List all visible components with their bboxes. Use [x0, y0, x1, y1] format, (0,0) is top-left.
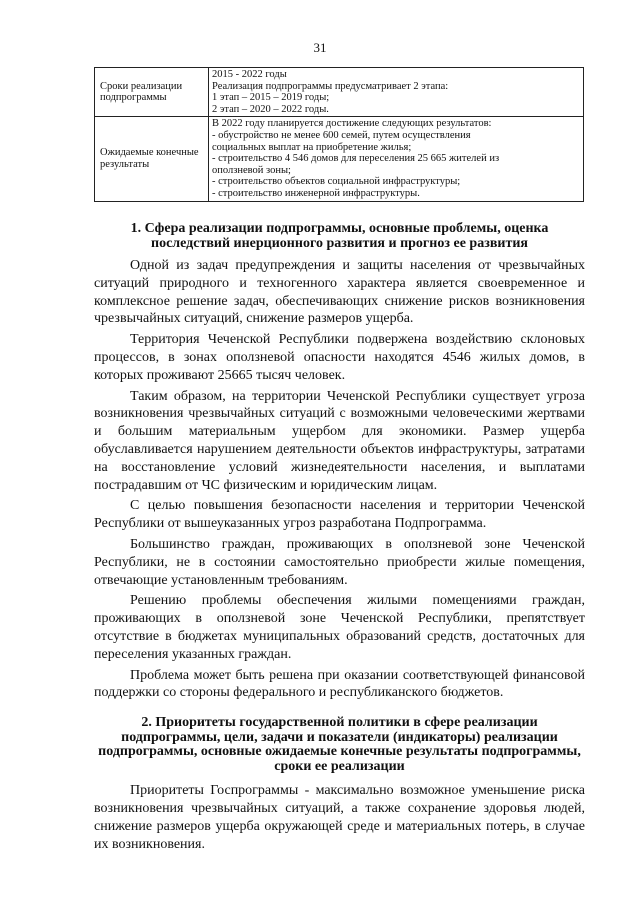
table-value-line: - строительство инженерной инфраструктуры. [212, 187, 420, 199]
subprogram-passport-table [94, 67, 584, 202]
table-value-line: - строительство объектов социальной инфраструктуры; [212, 176, 461, 188]
table-value-line: В 2022 году планируется достижение следующих результатов: [212, 118, 492, 130]
section-1-title: 1. Сфера реализации подпрограммы, основные проблемы, оценка последствий инерционного развития и прогноз ее развития [130, 221, 549, 251]
section-2-title: 2. Приоритеты государственной политики в сфере реализации подпрограммы, цели, задачи и показатели (индикаторы) реализации подпрограммы, основные ожидаемые конечные результаты подпрограммы, сроки ее реализации [98, 715, 581, 774]
table-value-results [209, 117, 584, 201]
table-value-line: 2015 - 2022 годы [212, 69, 287, 80]
table-label-results: Ожидаемые конечные результаты [95, 117, 209, 201]
table-value-line: социальных выплат на приобретение жилья; [212, 141, 412, 153]
table-value-timeline [209, 68, 584, 117]
section-1-paragraph: Проблема может быть решена при оказании соответствующей финансовой поддержки со стороны федерального и республиканского бюджетов. [94, 667, 585, 701]
table-value-line: - строительство 4 546 домов для переселения 25 665 жителей из [212, 153, 500, 165]
table-value-line: оползневой зоны; [212, 164, 291, 176]
table-value-line: Реализация подпрограммы предусматривает 2 этапа: [212, 80, 449, 92]
page-number: 31 [313, 40, 327, 55]
table-row-timeline [95, 68, 584, 117]
section-1-paragraph: Большинство граждан, проживающих в оползневой зоне Чеченской Республики, не в состоянии самостоятельно приобрести жилые помещения, отвечающие установленным требованиям. [94, 536, 585, 588]
table-label-timeline: Сроки реализации подпрограммы [95, 68, 209, 117]
section-2-paragraph: Приоритеты Госпрограммы - максимально возможное уменьшение риска возникновения чрезвычайных ситуаций, а также сохранение здоровья людей, снижение размеров ущерба окружающей среде и материальных потерь, в случае их возникновения. [94, 783, 585, 852]
table-value-line: 1 этап – 2015 – 2019 годы; [212, 92, 330, 104]
table-value-line: 2 этап – 2020 – 2022 годы. [212, 103, 329, 115]
table-row-results [95, 117, 584, 201]
section-1-paragraph: Таким образом, на территории Чеченской Республики существует угроза возникновения чрезвычайных ситуаций с возможными человеческими жертвами и большим материальным ущербом для экономики. Размер ущерба обуславливается нарушением деятельности объектов инфраструктуры, затратами на восстановление условий жизнедеятельности населения, и выплатами пострадавшим от ЧС физическим и юридическим лицам. [94, 388, 585, 493]
section-1-paragraph: Территория Чеченской Республики подвержена воздействию склоновых процессов, в зонах оползневой опасности находятся 4546 жилых домов, в которых проживают 25665 тысяч человек. [94, 332, 585, 383]
section-1-paragraph: Решению проблемы обеспечения жилыми помещениями граждан, проживающих в оползневой зоне Чеченской Республики, препятствует отсутствие в бюджетах муниципальных образований средств, достаточных для переселения указанных граждан. [94, 593, 585, 662]
table-value-line: - обустройство не менее 600 семей, путем осуществления [212, 129, 471, 141]
section-1-paragraph: Одной из задач предупреждения и защиты населения от чрезвычайных ситуаций природного и техногенного характера является своевременное и комплексное решение задач, обеспечивающих снижение рисков возникновения чрезвычайных ситуаций, снижение размеров ущерба. [94, 258, 585, 327]
document-body [94, 222, 585, 856]
section-1-paragraph: С целью повышения безопасности населения и территории Чеченской Республики от вышеуказанных угроз разработана Подпрограмма. [94, 498, 585, 532]
